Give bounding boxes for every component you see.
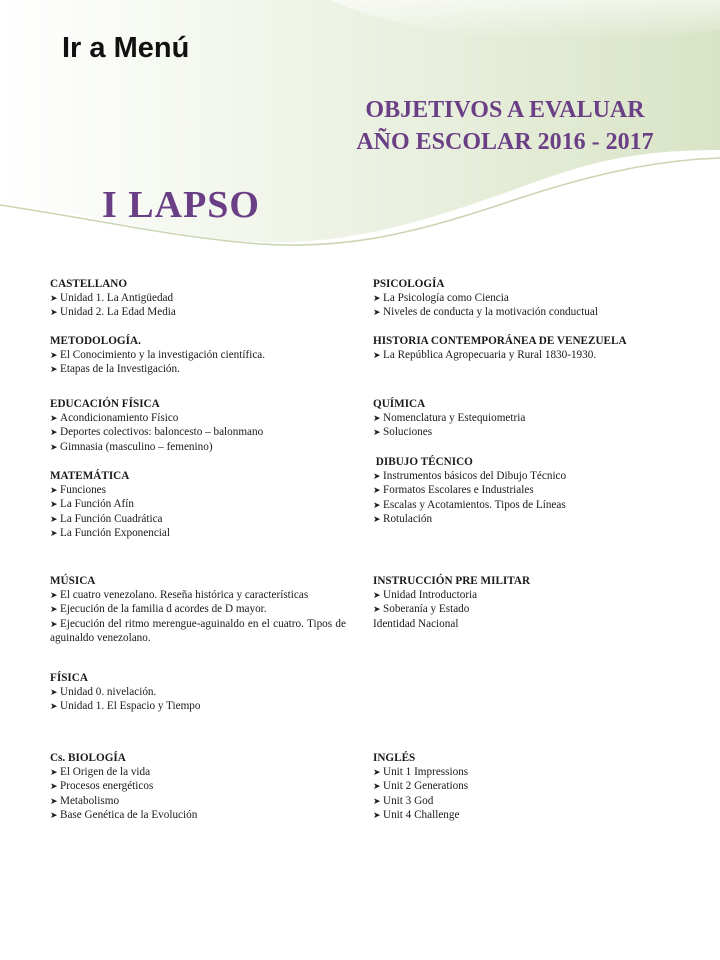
list-item: ➤ Soberanía y Estado bbox=[373, 603, 470, 616]
list-item: ➤ Unidad Introductoria bbox=[373, 589, 478, 602]
section-heading: PSICOLOGÍA bbox=[373, 278, 445, 290]
list-item: ➤ Rotulación bbox=[373, 512, 433, 525]
arrow-bullet-icon: ➤ bbox=[50, 809, 58, 820]
arrow-bullet-icon: ➤ bbox=[50, 687, 58, 698]
list-item: ➤ Unit 4 Challenge bbox=[373, 808, 460, 821]
list-item: ➤ Unidad 2. La Edad Media bbox=[50, 306, 176, 319]
list-item: ➤ Funciones bbox=[50, 484, 106, 497]
arrow-bullet-icon: ➤ bbox=[50, 350, 58, 361]
arrow-bullet-icon: ➤ bbox=[50, 781, 58, 792]
list-item: ➤ Unidad 1. La Antigüedad bbox=[50, 292, 174, 305]
section-castellano bbox=[50, 277, 346, 320]
section-heading: INSTRUCCIÓN PRE MILITAR bbox=[373, 575, 531, 587]
title-line-1: OBJETIVOS A EVALUAR bbox=[365, 97, 645, 123]
list-item: ➤ Unit 3 God bbox=[373, 794, 434, 807]
section-matematica bbox=[50, 469, 346, 540]
list-item: ➤ El cuatro venezolano. Reseña histórica y características bbox=[50, 589, 309, 602]
list-item: ➤ La República Agropecuaria y Rural 1830-1930. bbox=[373, 349, 597, 362]
section-heading: HISTORIA CONTEMPORÁNEA DE VENEZUELA bbox=[373, 335, 627, 347]
section-heading: DIBUJO TÉCNICO bbox=[373, 456, 473, 468]
arrow-bullet-icon: ➤ bbox=[50, 604, 58, 615]
section-instruccion-premilitar bbox=[373, 574, 693, 631]
list-item: ➤ El Origen de la vida bbox=[50, 766, 151, 779]
arrow-bullet-icon: ➤ bbox=[50, 413, 58, 424]
arrow-bullet-icon: ➤ bbox=[50, 364, 58, 375]
list-item: ➤ Unidad 1. El Espacio y Tiempo bbox=[50, 700, 201, 713]
section-educacion-fisica bbox=[50, 397, 346, 454]
list-item: ➤ La Psicología como Ciencia bbox=[373, 292, 509, 305]
arrow-bullet-icon: ➤ bbox=[373, 513, 381, 524]
section-heading: METODOLOGÍA. bbox=[50, 335, 141, 347]
list-item: ➤ La Función Cuadrática bbox=[50, 512, 163, 525]
list-item: ➤ Unidad 0. nivelación. bbox=[50, 686, 157, 699]
arrow-bullet-icon: ➤ bbox=[373, 499, 381, 510]
list-item: ➤ Unit 2 Generations bbox=[373, 780, 469, 793]
arrow-bullet-icon: ➤ bbox=[373, 795, 381, 806]
arrow-bullet-icon: ➤ bbox=[373, 590, 381, 601]
page-title bbox=[320, 94, 690, 158]
arrow-bullet-icon: ➤ bbox=[50, 513, 58, 524]
arrow-bullet-icon: ➤ bbox=[50, 527, 58, 538]
arrow-bullet-icon: ➤ bbox=[50, 767, 58, 778]
arrow-bullet-icon: ➤ bbox=[373, 604, 381, 615]
list-item: ➤ Gimnasia (masculino – femenino) bbox=[50, 440, 213, 453]
list-item: ➤ Metabolismo bbox=[50, 794, 120, 807]
list-item: ➤ Acondicionamiento Físico bbox=[50, 412, 179, 425]
list-item: ➤ La Función Afín bbox=[50, 498, 134, 511]
section-metodologia bbox=[50, 334, 346, 377]
arrow-bullet-icon: ➤ bbox=[50, 441, 58, 452]
arrow-bullet-icon: ➤ bbox=[50, 293, 58, 304]
section-heading: MATEMÁTICA bbox=[50, 470, 130, 482]
arrow-bullet-icon: ➤ bbox=[50, 618, 58, 629]
section-heading: INGLÉS bbox=[373, 752, 416, 764]
section-heading: FÍSICA bbox=[50, 672, 88, 684]
section-historia bbox=[373, 334, 693, 362]
arrow-bullet-icon: ➤ bbox=[373, 350, 381, 361]
section-psicologia bbox=[373, 277, 693, 320]
list-item: ➤ Deportes colectivos: baloncesto – balonmano bbox=[50, 426, 264, 439]
section-ingles bbox=[373, 751, 693, 822]
arrow-bullet-icon: ➤ bbox=[373, 471, 381, 482]
list-item-plain: Identidad Nacional bbox=[373, 617, 459, 630]
arrow-bullet-icon: ➤ bbox=[373, 767, 381, 778]
arrow-bullet-icon: ➤ bbox=[373, 781, 381, 792]
section-quimica bbox=[373, 397, 693, 440]
section-heading: CASTELLANO bbox=[50, 278, 128, 290]
arrow-bullet-icon: ➤ bbox=[373, 809, 381, 820]
list-item: ➤ Unit 1 Impressions bbox=[373, 766, 469, 779]
section-heading: QUÍMICA bbox=[373, 398, 426, 410]
section-heading: MÚSICA bbox=[50, 575, 96, 587]
list-item: ➤ Base Genética de la Evolución bbox=[50, 808, 198, 821]
list-item: ➤ Etapas de la Investigación. bbox=[50, 363, 180, 376]
ir-a-menu-link[interactable]: Ir a Menú bbox=[62, 32, 190, 64]
section-fisica bbox=[50, 671, 346, 714]
section-heading: EDUCACIÓN FÍSICA bbox=[50, 398, 160, 410]
arrow-bullet-icon: ➤ bbox=[373, 427, 381, 438]
section-biologia bbox=[50, 751, 346, 822]
arrow-bullet-icon: ➤ bbox=[373, 307, 381, 318]
list-item: ➤ Escalas y Acotamientos. Tipos de Líneas bbox=[373, 498, 566, 511]
list-item: ➤ Ejecución de la familia d acordes de D mayor. bbox=[50, 603, 267, 616]
arrow-bullet-icon: ➤ bbox=[50, 427, 58, 438]
arrow-bullet-icon: ➤ bbox=[50, 499, 58, 510]
list-item: ➤ Formatos Escolares e Industriales bbox=[373, 484, 534, 497]
arrow-bullet-icon: ➤ bbox=[373, 293, 381, 304]
arrow-bullet-icon: ➤ bbox=[50, 795, 58, 806]
arrow-bullet-icon: ➤ bbox=[373, 413, 381, 424]
section-musica bbox=[50, 574, 346, 645]
section-heading: Cs. BIOLOGÍA bbox=[50, 752, 126, 764]
list-item: ➤ Instrumentos básicos del Dibujo Técnico bbox=[373, 470, 567, 483]
lapso-heading: I LAPSO bbox=[102, 184, 260, 226]
arrow-bullet-icon: ➤ bbox=[50, 590, 58, 601]
list-item: ➤ Niveles de conducta y la motivación conductual bbox=[373, 306, 598, 319]
title-line-2: AÑO ESCOLAR 2016 - 2017 bbox=[356, 129, 654, 155]
list-item: ➤ Nomenclatura y Estequiometria bbox=[373, 412, 526, 425]
arrow-bullet-icon: ➤ bbox=[50, 701, 58, 712]
list-item: ➤ Soluciones bbox=[373, 426, 433, 439]
arrow-bullet-icon: ➤ bbox=[50, 307, 58, 318]
list-item: ➤ Ejecución del ritmo merengue-aguinaldo en el cuatro. Tipos de aguinaldo venezolano. bbox=[50, 617, 346, 644]
section-dibujo-tecnico bbox=[373, 455, 693, 526]
list-item: ➤ Procesos energéticos bbox=[50, 780, 154, 793]
arrow-bullet-icon: ➤ bbox=[373, 485, 381, 496]
list-item: ➤ La Función Exponencial bbox=[50, 526, 170, 539]
list-item: ➤ El Conocimiento y la investigación científica. bbox=[50, 349, 266, 362]
arrow-bullet-icon: ➤ bbox=[50, 485, 58, 496]
